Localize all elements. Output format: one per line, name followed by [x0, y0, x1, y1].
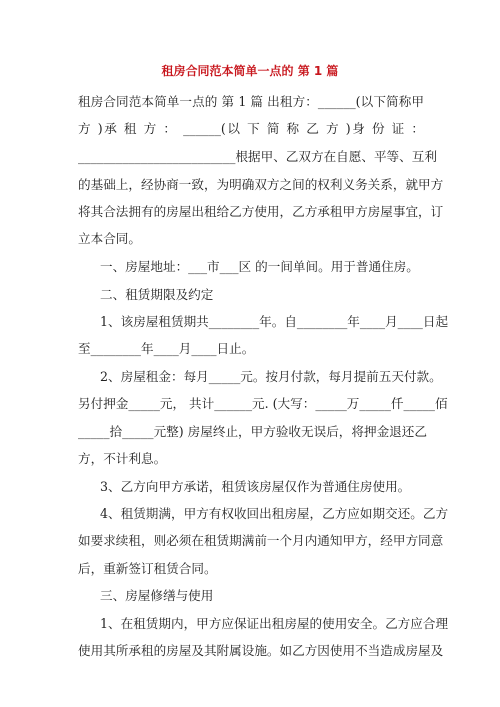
paragraph-line: 后，重新签订租赁合同。	[78, 561, 217, 576]
paragraph-line: 如要求续租，则必须在租赁期满前一个月内通知甲方，经甲方同意	[78, 533, 444, 548]
paragraph-line: 3、乙方向甲方承诺，租赁该房屋仅作为普通住房使用。	[100, 479, 411, 494]
paragraph-line: 2、房屋租金：每月_____元。按月付款，每月提前五天付款。	[100, 369, 442, 384]
paragraph-line: 1、该房屋租赁期共________年。自________年____月____日起	[100, 314, 449, 329]
paragraph-line: 方，不计利息。	[78, 451, 167, 466]
paragraph-line: _________________________根据甲、乙双方在自愿、平等、互利	[78, 149, 437, 164]
paragraph-line: 至________年____月____日止。	[78, 341, 255, 356]
paragraph-line: 1、在租赁期内，甲方应保证出租房屋的使用安全。乙方应合理	[100, 616, 449, 631]
paragraph-line: 方 )承 租 方 ： ______(以 下 简 称 乙 方 )身 份 证 ：	[78, 121, 424, 136]
paragraph-line: 的基础上，经协商一致，为明确双方之间的权利义务关系，就甲方	[78, 177, 444, 192]
paragraph-line: _____拾_____元整) 房屋终止，甲方验收无误后，将押金退还乙	[78, 424, 427, 439]
paragraph-line: 另付押金_____元， 共计______元. (大写：_____万_____仟_____佰	[78, 396, 448, 411]
paragraph-line: 4、租赁期满，甲方有权收回出租房屋，乙方应如期交还。乙方	[100, 506, 449, 521]
section-heading: 一、房屋地址：___市___区 的一间单间。用于普通住房。	[100, 259, 419, 274]
paragraph-line: 租房合同范本简单一点的 第 1 篇 出租方：______(以下简称甲	[78, 94, 424, 109]
paragraph-line: 使用其所承租的房屋及其附属设施。如乙方因使用不当造成房屋及	[78, 643, 444, 658]
paragraph-line: 将其合法拥有的房屋出租给乙方使用，乙方承租甲方房屋事宜，订	[78, 204, 444, 219]
section-heading: 二、租赁期限及约定	[100, 287, 214, 302]
section-heading: 三、房屋修缮与使用	[100, 588, 214, 603]
document-title: 租房合同范本简单一点的 第 1 篇	[161, 64, 339, 78]
paragraph-line: 立本合同。	[78, 231, 141, 246]
